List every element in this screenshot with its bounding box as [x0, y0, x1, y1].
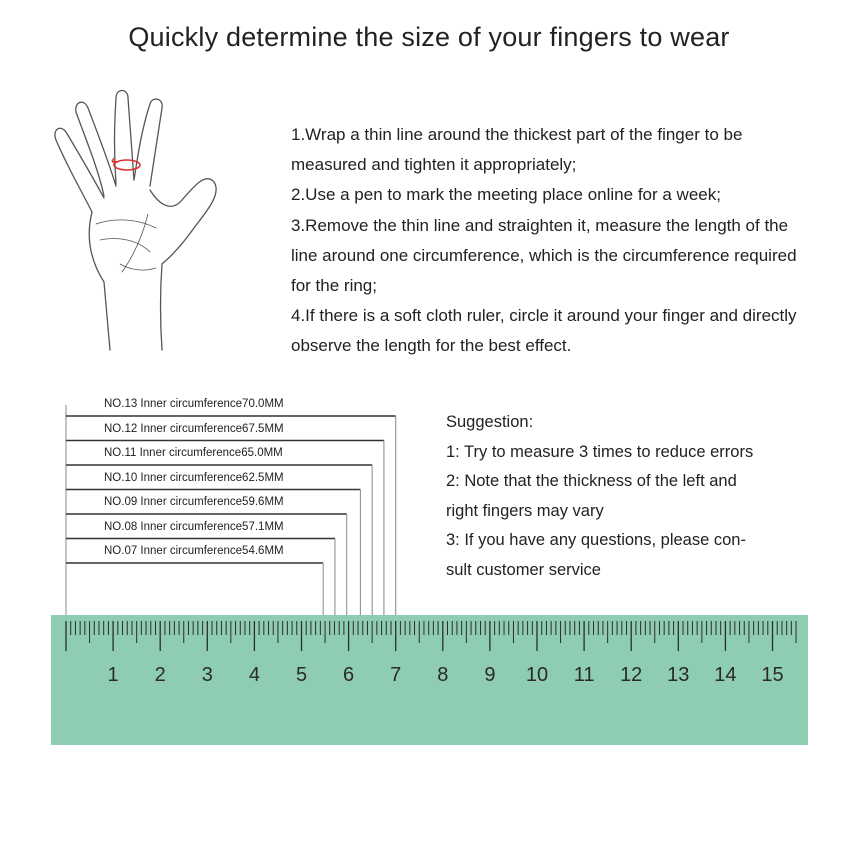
ruler-number: 6 [343, 664, 355, 686]
ruler-numbers [108, 664, 784, 686]
ruler-number: 1 [107, 664, 119, 686]
suggestion-item: right fingers may vary [446, 501, 604, 520]
ruler-number: 8 [437, 664, 449, 686]
suggestion-item: 1: Try to measure 3 times to reduce errors [446, 442, 754, 461]
page-title: Quickly determine the size of your fingers to wear [128, 22, 730, 52]
instruction-step: 1.Wrap a thin line around the thickest part of the finger to be measured and tighten it appropriately; [291, 125, 743, 175]
ruler-number: 10 [525, 664, 549, 686]
ruler-number: 3 [201, 664, 213, 686]
size-label: NO.10 Inner circumference62.5MM [104, 472, 284, 484]
ruler-number: 11 [573, 664, 595, 686]
size-label: NO.11 Inner circumference65.0MM [104, 447, 283, 459]
size-label: NO.13 Inner circumference70.0MM [104, 398, 284, 410]
size-brackets [66, 405, 396, 615]
ruler-number: 14 [714, 664, 737, 686]
size-label: NO.12 Inner circumference67.5MM [104, 423, 284, 435]
ruler-number: 15 [761, 664, 784, 686]
instruction-step: 2.Use a pen to mark the meeting place online for a week; [291, 185, 721, 205]
size-label: NO.08 Inner circumference57.1MM [104, 521, 284, 533]
instruction-step: 3.Remove the thin line and straighten it, measure the length of the line around one circumference, which is the circumference required for the ring; [291, 215, 797, 296]
suggestion-item: 2: Note that the thickness of the left and [446, 472, 737, 491]
ruler-number: 12 [620, 664, 643, 686]
size-label: NO.07 Inner circumference54.6MM [104, 545, 284, 557]
suggestion-heading: Suggestion: [446, 413, 534, 431]
ruler-number: 5 [295, 664, 308, 686]
suggestion-item: sult customer service [446, 560, 601, 579]
size-label: NO.09 Inner circumference59.6MM [104, 496, 284, 508]
ruler-number: 13 [667, 664, 690, 686]
suggestion-item: 3: If you have any questions, please con- [446, 531, 746, 550]
instruction-step: 4.If there is a soft cloth ruler, circle it around your finger and directly observe the length for the best effect. [291, 306, 797, 356]
ruler-number: 4 [248, 664, 260, 686]
ruler-number: 9 [484, 664, 496, 686]
ruler-number: 7 [390, 664, 402, 686]
ruler-number: 2 [154, 664, 166, 686]
